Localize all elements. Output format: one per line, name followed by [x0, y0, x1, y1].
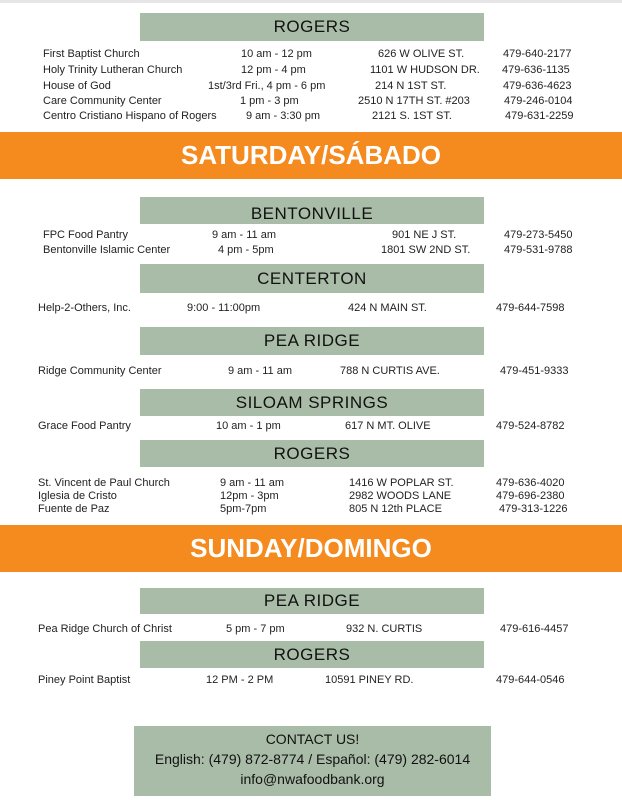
phone: 479-451-9333: [500, 365, 569, 377]
address: 214 N 1ST ST.: [375, 80, 447, 92]
phone: 479-644-0546: [496, 674, 565, 686]
section-header-centerton: CENTERTON: [140, 264, 484, 293]
phone: 479-313-1226: [499, 503, 568, 515]
site-name: Fuente de Paz: [38, 503, 110, 515]
site-name: First Baptist Church: [43, 48, 140, 60]
phone: 479-696-2380: [496, 490, 565, 502]
site-name: Iglesia de Cristo: [38, 490, 117, 502]
hours: 4 pm - 5pm: [218, 244, 274, 256]
site-name: Holy Trinity Lutheran Church: [43, 64, 183, 76]
address: 805 N 12th PLACE: [349, 503, 442, 515]
phone: 479-636-1135: [502, 64, 570, 76]
address: 932 N. CURTIS: [346, 623, 423, 635]
hours: 9 am - 3:30 pm: [246, 110, 320, 122]
site-name: Ridge Community Center: [38, 365, 162, 377]
list-item: [0, 110, 622, 124]
list-item: [0, 477, 622, 491]
hours: 5 pm - 7 pm: [226, 623, 285, 635]
phone: 479-644-7598: [496, 302, 565, 314]
list-item: [0, 229, 622, 243]
address: 626 W OLIVE ST.: [378, 48, 465, 60]
phone: 479-246-0104: [504, 95, 573, 107]
address: 617 N MT. OLIVE: [345, 420, 431, 432]
site-name: St. Vincent de Paul Church: [38, 477, 170, 489]
address: 788 N CURTIS AVE.: [340, 365, 440, 377]
site-name: FPC Food Pantry: [43, 229, 128, 241]
address: 10591 PINEY RD.: [325, 674, 414, 686]
hours: 12pm - 3pm: [220, 490, 279, 502]
site-name: Grace Food Pantry: [38, 420, 131, 432]
hours: 9 am - 11 am: [228, 365, 292, 377]
list-item: [0, 302, 622, 316]
section-header-pea-ridge: PEA RIDGE: [140, 327, 484, 355]
site-name: Bentonville Islamic Center: [43, 244, 171, 256]
phone: 479-636-4623: [503, 80, 572, 92]
hours: 1 pm - 3 pm: [240, 95, 299, 107]
contact-heading: CONTACT US!: [265, 731, 360, 747]
phone: 479-273-5450: [504, 229, 573, 241]
site-name: Pea Ridge Church of Christ: [38, 623, 172, 635]
list-item: [0, 244, 622, 258]
contact-phones: English: (479) 872-8774 / Español: (479) 282-6014: [154, 751, 471, 767]
hours: 12 PM - 2 PM: [206, 674, 274, 686]
section-header-rogers: ROGERS: [140, 641, 484, 668]
list-item: [0, 623, 622, 637]
hours: 9 am - 11 am: [220, 477, 284, 489]
day-banner-sunday: SUNDAY/DOMINGO: [0, 525, 622, 572]
site-name: Piney Point Baptist: [38, 674, 131, 686]
list-item: [0, 48, 622, 62]
list-item: [0, 80, 622, 94]
address: 2982 WOODS LANE: [349, 490, 452, 502]
site-name: Care Community Center: [43, 95, 162, 107]
site-name: Centro Cristiano Hispano of Rogers: [43, 110, 217, 122]
top-divider: [0, 0, 622, 3]
phone: 479-640-2177: [503, 48, 572, 60]
address: 2510 N 17TH ST. #203: [358, 95, 470, 107]
address: 1801 SW 2ND ST.: [381, 244, 471, 256]
hours: 12 pm - 4 pm: [241, 64, 306, 76]
contact-box: [134, 726, 491, 796]
address: 1101 W HUDSON DR.: [370, 64, 480, 76]
phone: 479-531-9788: [504, 244, 573, 256]
hours: 9:00 - 11:00pm: [187, 302, 261, 314]
section-header-siloam-springs: SILOAM SPRINGS: [140, 389, 484, 416]
phone: 479-631-2259: [505, 110, 574, 122]
address: 2121 S. 1ST ST.: [372, 110, 452, 122]
list-item: [0, 420, 622, 434]
site-name: Help-2-Others, Inc.: [38, 302, 131, 314]
list-item: [0, 95, 622, 109]
contact-email[interactable]: info@nwafoodbank.org: [240, 771, 385, 787]
hours: 9 am - 11 am: [212, 229, 276, 241]
hours: 10 am - 12 pm: [241, 48, 312, 60]
address: 901 NE J ST.: [392, 229, 457, 241]
section-header-rogers: ROGERS: [140, 440, 484, 467]
list-item: [0, 503, 622, 517]
address: 1416 W POPLAR ST.: [349, 477, 454, 489]
section-header-pea-ridge: PEA RIDGE: [140, 588, 484, 614]
phone: 479-636-4020: [496, 477, 565, 489]
section-header-rogers: ROGERS: [140, 13, 484, 41]
address: 424 N MAIN ST.: [348, 302, 427, 314]
phone: 479-524-8782: [496, 420, 565, 432]
list-item: [0, 490, 622, 504]
hours: 1st/3rd Fri., 4 pm - 6 pm: [208, 80, 326, 92]
section-header-bentonville: BENTONVILLE: [140, 197, 484, 224]
phone: 479-616-4457: [500, 623, 569, 635]
day-banner-saturday: SATURDAY/SÁBADO: [0, 132, 622, 179]
list-item: [0, 64, 622, 78]
hours: 5pm-7pm: [220, 503, 267, 515]
site-name: House of God: [43, 80, 111, 92]
list-item: [0, 674, 622, 688]
list-item: [0, 365, 622, 379]
hours: 10 am - 1 pm: [216, 420, 281, 432]
